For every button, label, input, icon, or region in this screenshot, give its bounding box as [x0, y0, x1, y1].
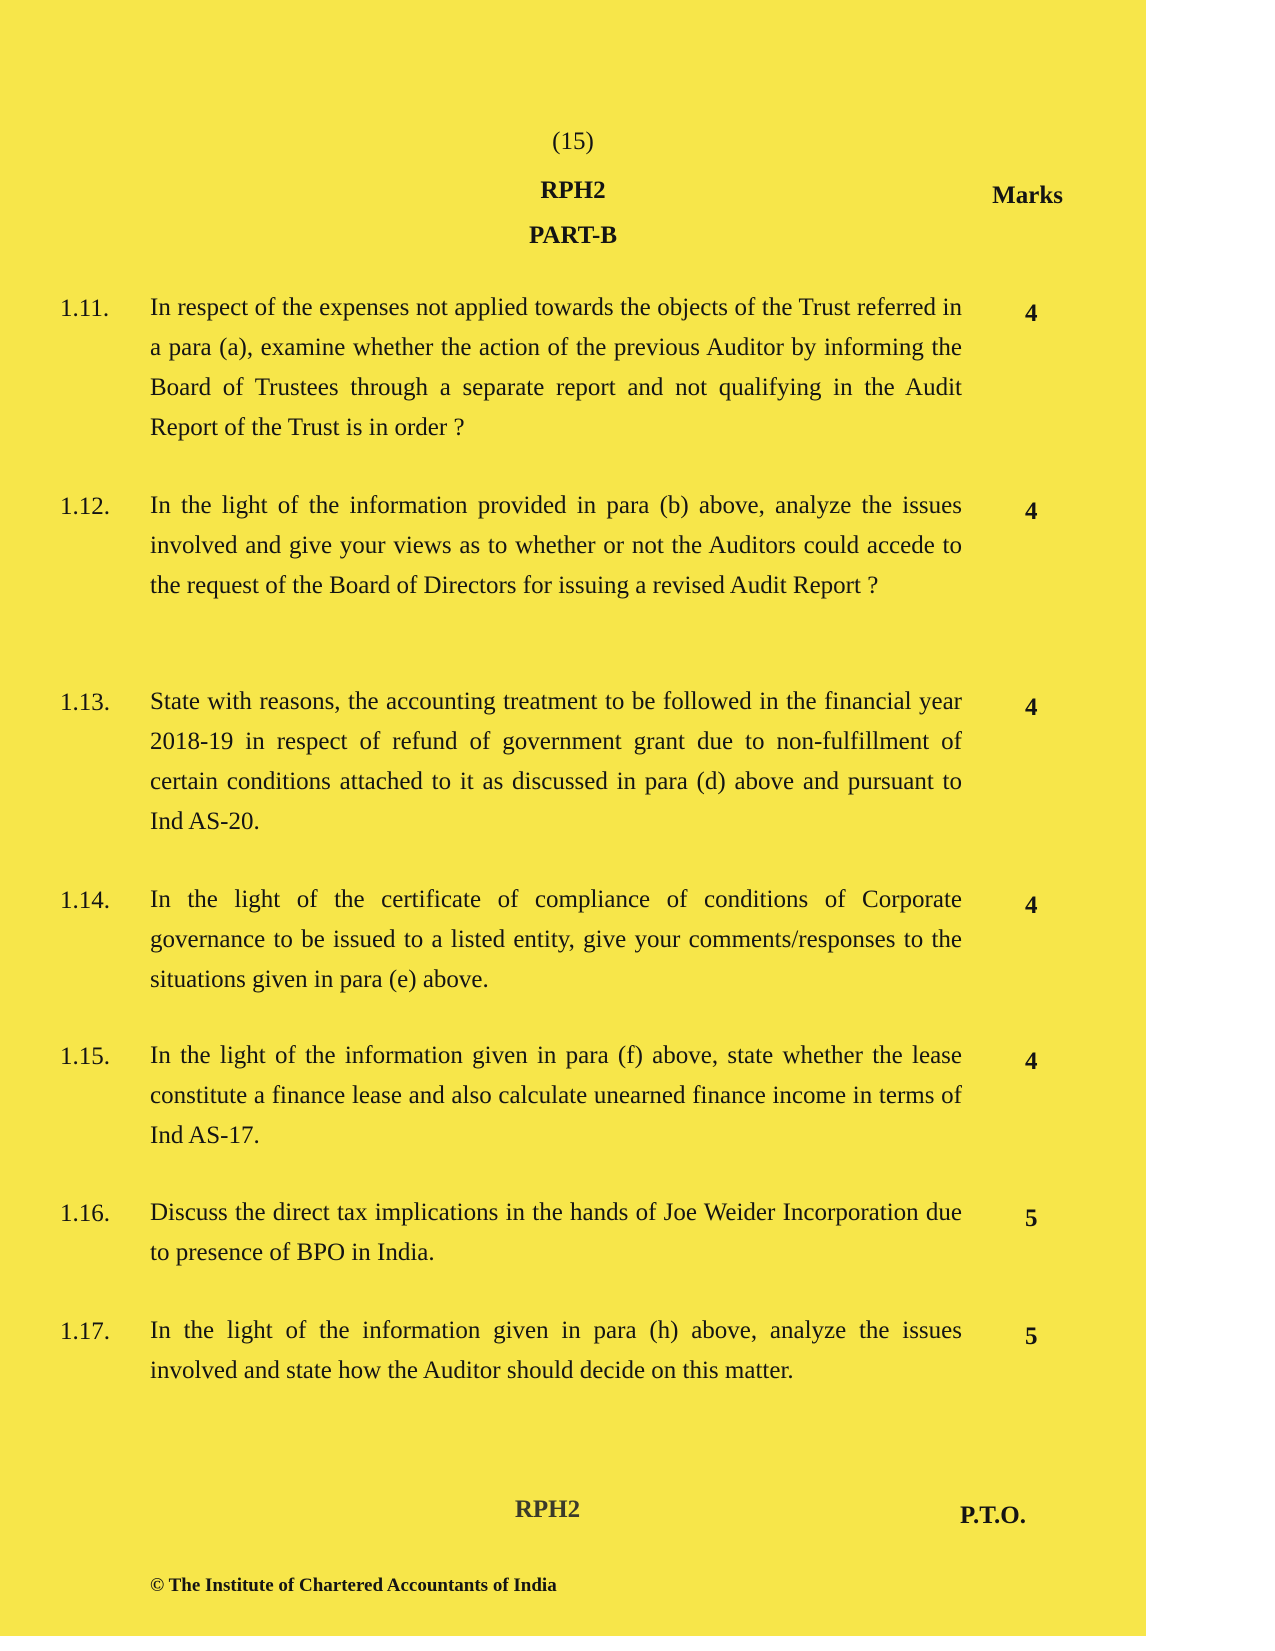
question-text: In the light of the information given in para (f) above, state whether the lease constitute a finance lease and also calculate unearned finance income in terms of Ind AS-17. — [150, 1042, 962, 1149]
question-marks: 4 — [1025, 694, 1038, 721]
question-number: 1.15. — [60, 1043, 110, 1070]
page-number: (15) — [552, 128, 594, 155]
question-number: 1.14. — [60, 887, 110, 914]
question-number: 1.11. — [60, 295, 110, 322]
paper-code: RPH2 — [540, 177, 606, 204]
marks-column-heading: Marks — [992, 182, 1063, 209]
question-text: In the light of the information given in para (h) above, analyze the issues involved and state how the Auditor should decide on this matter. — [150, 1317, 962, 1384]
question-number: 1.17. — [60, 1318, 110, 1345]
question-text: State with reasons, the accounting treatment to be followed in the financial year 2018-19 in respect of refund of government grant due to non-fulfillment of certain conditions attached to it as discussed in para (d) above and pursuant to Ind AS-20. — [150, 688, 962, 835]
question-number: 1.16. — [60, 1200, 110, 1227]
question-number: 1.13. — [60, 689, 110, 716]
question-marks: 4 — [1025, 300, 1038, 327]
footer-paper-code: RPH2 — [514, 1496, 581, 1523]
question-text: In the light of the certificate of compliance of conditions of Corporate governance to be issued to a listed entity, give your comments/responses to the situations given in para (e) above. — [150, 886, 962, 993]
question-marks: 4 — [1025, 498, 1038, 525]
question-number: 1.12. — [60, 493, 110, 520]
question-marks: 5 — [1025, 1323, 1038, 1350]
question-marks: 5 — [1025, 1205, 1038, 1232]
question-text: Discuss the direct tax implications in the hands of Joe Weider Incorporation due to presence of BPO in India. — [150, 1199, 962, 1266]
question-marks: 4 — [1025, 892, 1038, 919]
question-text: In the light of the information provided in para (b) above, analyze the issues involved and give your views as to whether or not the Auditors could accede to the request of the Board of Directors for issuing a revised Audit Report ? — [150, 492, 962, 599]
copyright-notice: © The Institute of Chartered Accountants of India — [150, 1575, 557, 1596]
question-marks: 4 — [1025, 1048, 1038, 1075]
part-title: PART-B — [528, 222, 618, 249]
question-text: In respect of the expenses not applied towards the objects of the Trust referred in a para (a), examine whether the action of the previous Auditor by informing the Board of Trustees through a separate report and not qualifying in the Audit Report of the Trust is in order ? — [150, 294, 962, 441]
please-turn-over: P.T.O. — [960, 1502, 1026, 1529]
